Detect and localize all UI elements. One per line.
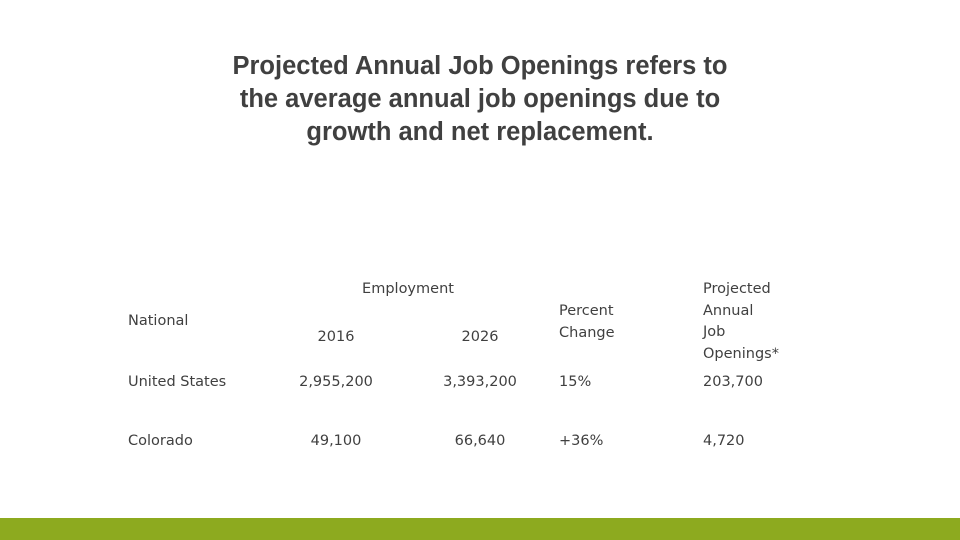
table-cell-change: 15% [559, 374, 592, 390]
column-header-2016: 2016 [317, 329, 355, 345]
table-cell-openings: 203,700 [703, 374, 763, 390]
column-header-2026: 2026 [461, 329, 499, 345]
table-cell-2016: 49,100 [310, 433, 362, 449]
projected-line-2: Annual [703, 302, 754, 319]
percent-change-line-2: Change [559, 324, 615, 341]
title-line-1: Projected Annual Job Openings refers to [232, 52, 728, 80]
table-cell-openings: 4,720 [703, 433, 745, 449]
slide-title [180, 50, 780, 149]
table-cell-2026: 66,640 [454, 433, 506, 449]
table-cell-2016: 2,955,200 [299, 374, 373, 390]
title-line-3: growth and net replacement. [306, 118, 654, 146]
projected-line-4: Openings* [703, 345, 779, 362]
projected-line-1: Projected [703, 281, 771, 297]
accent-footer-bar [0, 518, 960, 540]
column-header-projected-openings [703, 279, 779, 365]
employment-group-header: Employment [362, 281, 454, 297]
row-header-national: National [128, 313, 189, 329]
percent-change-line-1: Percent [559, 303, 614, 319]
table-row-name: United States [128, 374, 227, 390]
table-cell-2026: 3,393,200 [443, 374, 517, 390]
table-cell-change: +36% [559, 433, 604, 449]
projected-line-3: Job [703, 324, 726, 340]
table-row-name: Colorado [128, 433, 193, 449]
column-header-percent-change [559, 301, 615, 344]
title-line-2: the average annual job openings due to [239, 85, 721, 113]
